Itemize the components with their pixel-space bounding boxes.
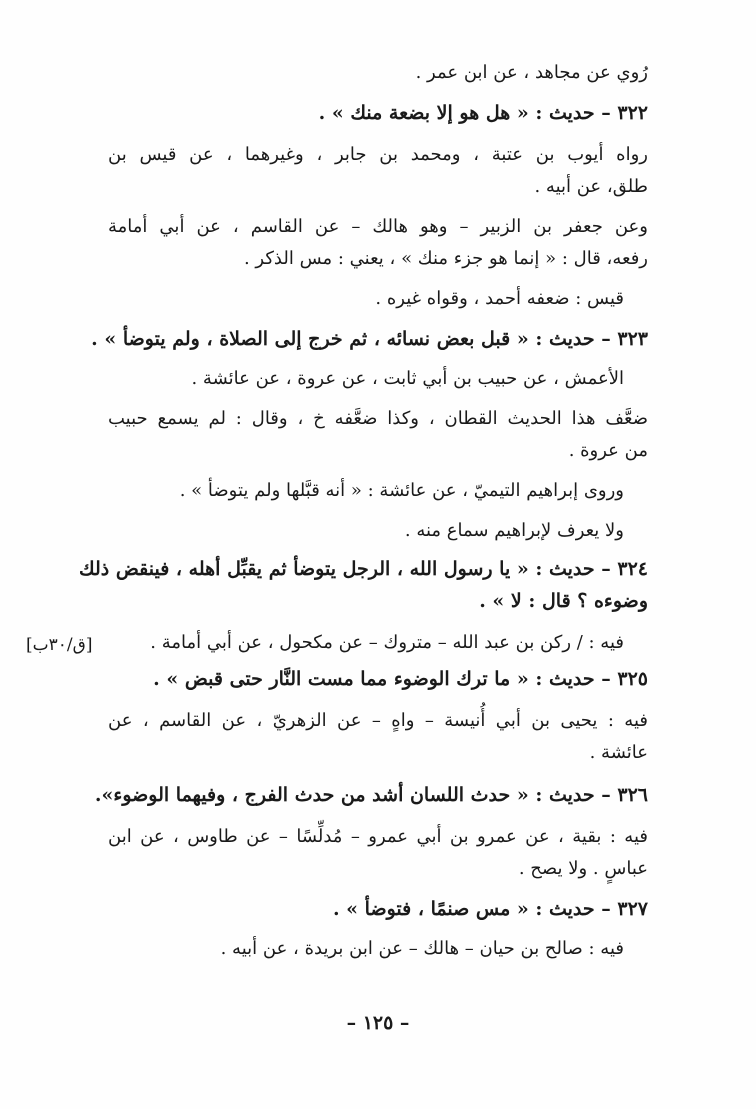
hadith-326-heading: ٣٢٦ – حديث : « حدث اللسان أشد من حدث الفرج ، وفيهما الوضوء».: [94, 784, 648, 806]
text-line-13: ولا يعرف لإبراهيم سماع منه .: [404, 520, 624, 541]
text-line-6: رفعه، قال : « إنما هو جزء منك » ، يعني : مس الذكر .: [243, 248, 648, 269]
text-line-7: قيس : ضعفه أحمد ، وقواه غيره .: [375, 288, 624, 309]
hadith-324-heading: ٣٢٤ – حديث : « يا رسول الله ، الرجل يتوضأ ثم يقبِّل أهله ، فينقض ذلك: [79, 558, 648, 580]
text-line-10: ضعَّف هذا الحديث القطان ، وكذا ضعَّفه خ ، وقال : لم يسمع حبيب: [108, 408, 648, 429]
text-line-16: فيه : / ركن بن عبد الله – متروك – عن مكحول ، عن أبي أمامة .: [150, 632, 624, 653]
hadith-322-heading: ٣٢٢ – حديث : « هل هو إلا بضعة منك » .: [318, 102, 648, 124]
text-line-12: وروى إبراهيم التيميّ ، عن عائشة : « أنه قبَّلها ولم يتوضأ » .: [179, 480, 624, 501]
hadith-324-heading-cont: وضوءه ؟ قال : لا » .: [479, 590, 648, 612]
page-number: – ١٢٥ –: [346, 1012, 410, 1034]
text-line-5: وعن جعفر بن الزبير – وهو هالك – عن القاسم ، عن أبي أمامة: [108, 216, 648, 237]
text-line-21: فيه : بقية ، عن عمرو بن أبي عمرو – مُدلِّسًا – عن طاوس ، عن ابن: [108, 826, 648, 847]
text-line-1: رُوي عن مجاهد ، عن ابن عمر .: [415, 62, 648, 83]
hadith-327-heading: ٣٢٧ – حديث : « مس صنمًا ، فتوضأ » .: [332, 898, 648, 920]
manuscript-folio-note: [ق/٣٠ب]: [26, 635, 93, 655]
text-line-4: طلق، عن أبيه .: [534, 176, 648, 197]
text-line-19: عائشة .: [589, 742, 648, 763]
text-line-3: رواه أيوب بن عتبة ، ومحمد بن جابر ، وغيرهما ، عن قيس بن: [108, 144, 648, 165]
text-line-22: عباسٍ . ولا يصح .: [518, 858, 648, 879]
text-line-24: فيه : صالح بن حيان – هالك – عن ابن بريدة ، عن أبيه .: [220, 938, 624, 959]
hadith-323-heading: ٣٢٣ – حديث : « قبل بعض نسائه ، ثم خرج إلى الصلاة ، ولم يتوضأ » .: [91, 328, 648, 350]
text-line-9: الأعمش ، عن حبيب بن أبي ثابت ، عن عروة ، عن عائشة .: [191, 368, 624, 389]
text-line-18: فيه : يحيى بن أبي أُنيسة – واهٍ – عن الزهريّ ، عن القاسم ، عن: [108, 710, 648, 731]
text-line-11: من عروة .: [568, 440, 648, 461]
hadith-325-heading: ٣٢٥ – حديث : « ما ترك الوضوء مما مست النَّار حتى قبض » .: [153, 668, 648, 690]
